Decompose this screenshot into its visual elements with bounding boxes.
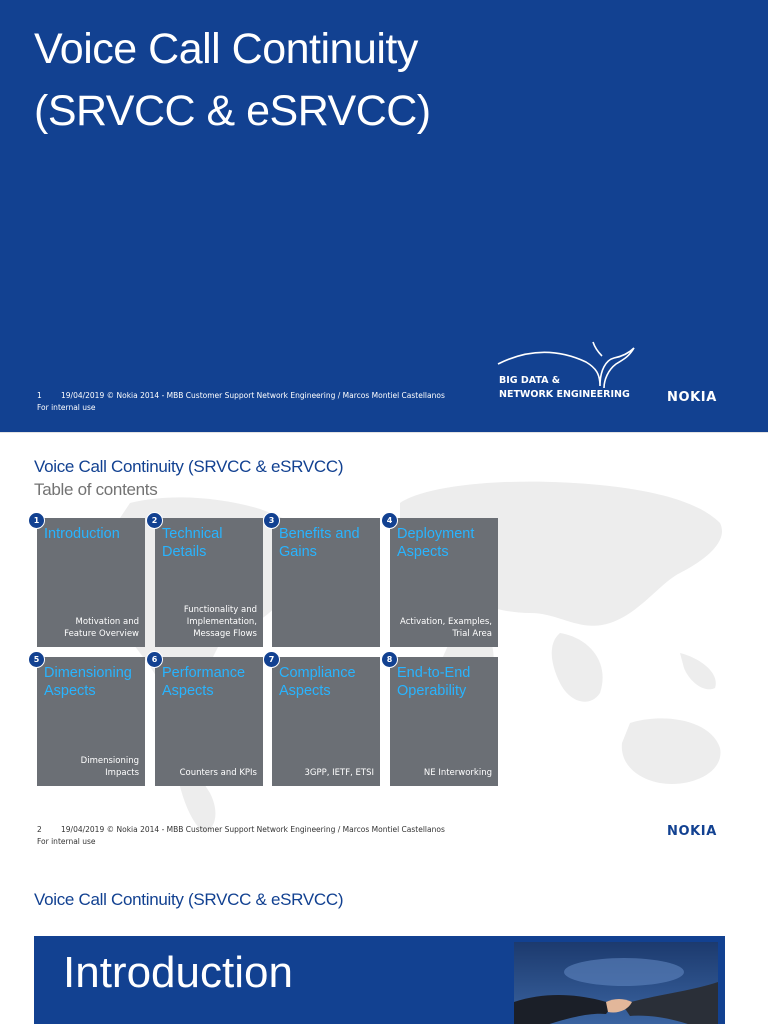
toc-tile-introduction[interactable] bbox=[33, 516, 145, 647]
slide-number: 2 bbox=[37, 825, 42, 834]
introduction-slide bbox=[0, 850, 768, 1024]
tile-number-badge: 8 bbox=[381, 651, 398, 668]
tile-description: Dimensioning Impacts bbox=[80, 756, 139, 778]
table-of-contents-slide bbox=[0, 432, 768, 851]
tile-description: Activation, Examples, Trial Area bbox=[400, 617, 492, 639]
slide-subtitle: Table of contents bbox=[34, 480, 158, 499]
tile-number-badge: 4 bbox=[381, 512, 398, 529]
slide-footer bbox=[37, 390, 445, 401]
tile-title: Benefits and Gains bbox=[279, 526, 360, 560]
tile-title: End-to-End Operability bbox=[397, 665, 471, 699]
toc-tile-compliance-aspects[interactable] bbox=[268, 655, 380, 786]
tile-number-badge: 1 bbox=[28, 512, 45, 529]
tile-title: Deployment Aspects bbox=[397, 526, 475, 560]
presentation-title: Voice Call Continuity (SRVCC & eSRVCC) bbox=[34, 25, 431, 135]
toc-tile-technical-details[interactable] bbox=[151, 516, 263, 647]
tile-number-badge: 2 bbox=[146, 512, 163, 529]
title-slide bbox=[0, 0, 768, 432]
slide-heading: Voice Call Continuity (SRVCC & eSRVCC) bbox=[34, 890, 344, 909]
toc-tile-dimensioning-aspects[interactable] bbox=[33, 655, 145, 786]
tile-number-badge: 5 bbox=[28, 651, 45, 668]
nokia-logo: NOKIA bbox=[667, 390, 717, 405]
tile-description: Functionality and Implementation, Message Flows bbox=[183, 605, 257, 639]
footer-text: 19/04/2019 © Nokia 2014 - MBB Customer Support Network Engineering / Marcos Montiel Castellanos bbox=[61, 825, 445, 834]
handshake-photo bbox=[514, 942, 718, 1024]
tile-title: Performance Aspects bbox=[162, 665, 246, 699]
toc-tile-benefits-and-gains[interactable] bbox=[268, 516, 380, 647]
footer-text: 19/04/2019 © Nokia 2014 - MBB Customer Support Network Engineering / Marcos Montiel Castellanos bbox=[61, 391, 445, 400]
tile-description: Motivation and Feature Overview bbox=[64, 617, 139, 639]
tile-description: Counters and KPIs bbox=[179, 768, 257, 778]
footer-note: For internal use bbox=[37, 403, 96, 412]
footer-note: For internal use bbox=[37, 837, 96, 846]
toc-tile-deployment-aspects[interactable] bbox=[386, 516, 498, 647]
tile-title: Introduction bbox=[44, 526, 120, 542]
section-title: Introduction bbox=[63, 948, 293, 997]
tile-title: Technical Details bbox=[162, 526, 223, 560]
tile-title: Compliance Aspects bbox=[279, 665, 356, 699]
toc-tile-performance-aspects[interactable] bbox=[151, 655, 263, 786]
tile-description: NE Interworking bbox=[423, 768, 492, 778]
section-banner bbox=[34, 936, 725, 1024]
toc-tile-end-to-end-operability[interactable] bbox=[386, 655, 498, 786]
tile-number-badge: 6 bbox=[146, 651, 163, 668]
slide-number: 1 bbox=[37, 391, 42, 400]
big-data-logo-text: BIG DATA & NETWORK ENGINEERING bbox=[499, 375, 630, 400]
tile-number-badge: 3 bbox=[263, 512, 280, 529]
nokia-logo: NOKIA bbox=[667, 824, 717, 839]
tile-description: 3GPP, IETF, ETSI bbox=[304, 768, 374, 778]
tile-title: Dimensioning Aspects bbox=[44, 665, 132, 699]
slide-heading: Voice Call Continuity (SRVCC & eSRVCC) bbox=[34, 457, 344, 476]
tile-number-badge: 7 bbox=[263, 651, 280, 668]
slide-footer bbox=[37, 824, 445, 835]
